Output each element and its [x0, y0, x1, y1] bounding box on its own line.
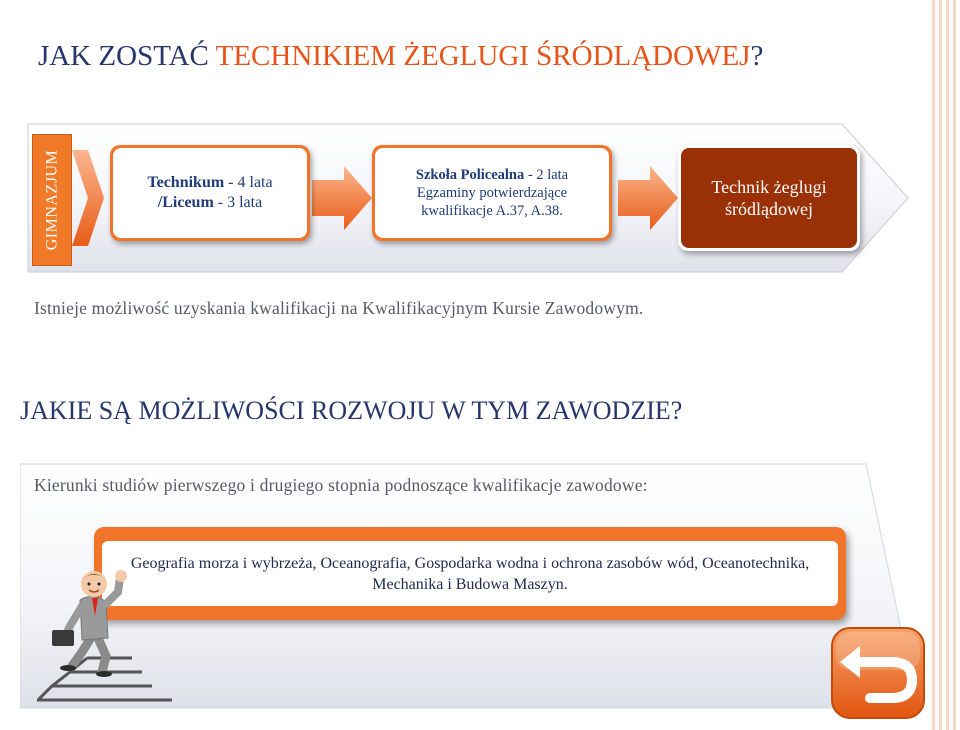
info-text: Istnieje możliwość uzyskania kwalifikacji na Kwalifikacyjnym Kursie Zawodowym. — [34, 298, 644, 318]
back-arrow-icon[interactable] — [826, 622, 930, 724]
page-title — [38, 40, 763, 73]
liceum-bold: /Liceum — [157, 194, 214, 211]
step-technik-card — [678, 145, 860, 251]
study-fields-text: Geografia morza i wybrzeża, Oceanografia, Gospodarka wodna i ochrona zasobów wód, Oceanotechnika, Mechanika i Budowa Maszyn. — [102, 541, 838, 606]
policealna-exams: Egzaminy potwierdzające — [416, 185, 568, 201]
title-prefix: JAK ZOSTAĆ — [38, 40, 216, 72]
businessman-climbing-stairs-icon — [32, 568, 182, 708]
gimnazjum-label — [32, 134, 72, 266]
policealna-duration: - 2 lata — [524, 167, 569, 183]
gimnazjum-text: GIMNAZJUM — [43, 149, 60, 251]
right-decorative-stripes — [932, 0, 960, 730]
technikum-duration: - 4 lata — [224, 174, 273, 191]
policealna-bold: Szkoła Policealna — [415, 167, 525, 183]
policealna-qualifications: kwalifikacje A.37, A.38. — [421, 203, 563, 219]
technik-label: Technik żeglugi śródlądowej — [711, 177, 827, 219]
technikum-line — [147, 173, 272, 193]
title-suffix: ? — [750, 40, 764, 72]
liceum-line — [158, 193, 262, 213]
liceum-duration: - 3 lata — [213, 194, 263, 211]
section-heading: JAKIE SĄ MOŻLIWOŚCI ROZWOJU W TYM ZAWODZIE? — [20, 396, 683, 425]
studies-heading: Kierunki studiów pierwszego i drugiego stopnia podnoszące kwalifikacje zawodowe: — [34, 475, 648, 495]
step-policealna-card — [372, 145, 612, 241]
technikum-bold: Technikum — [147, 174, 225, 191]
title-accent: TECHNIKIEM ŻEGLUGI ŚRÓDLĄDOWEJ — [215, 40, 751, 72]
study-fields-box — [94, 527, 846, 620]
step-technikum-card — [110, 145, 310, 241]
policealna-line — [416, 166, 568, 184]
